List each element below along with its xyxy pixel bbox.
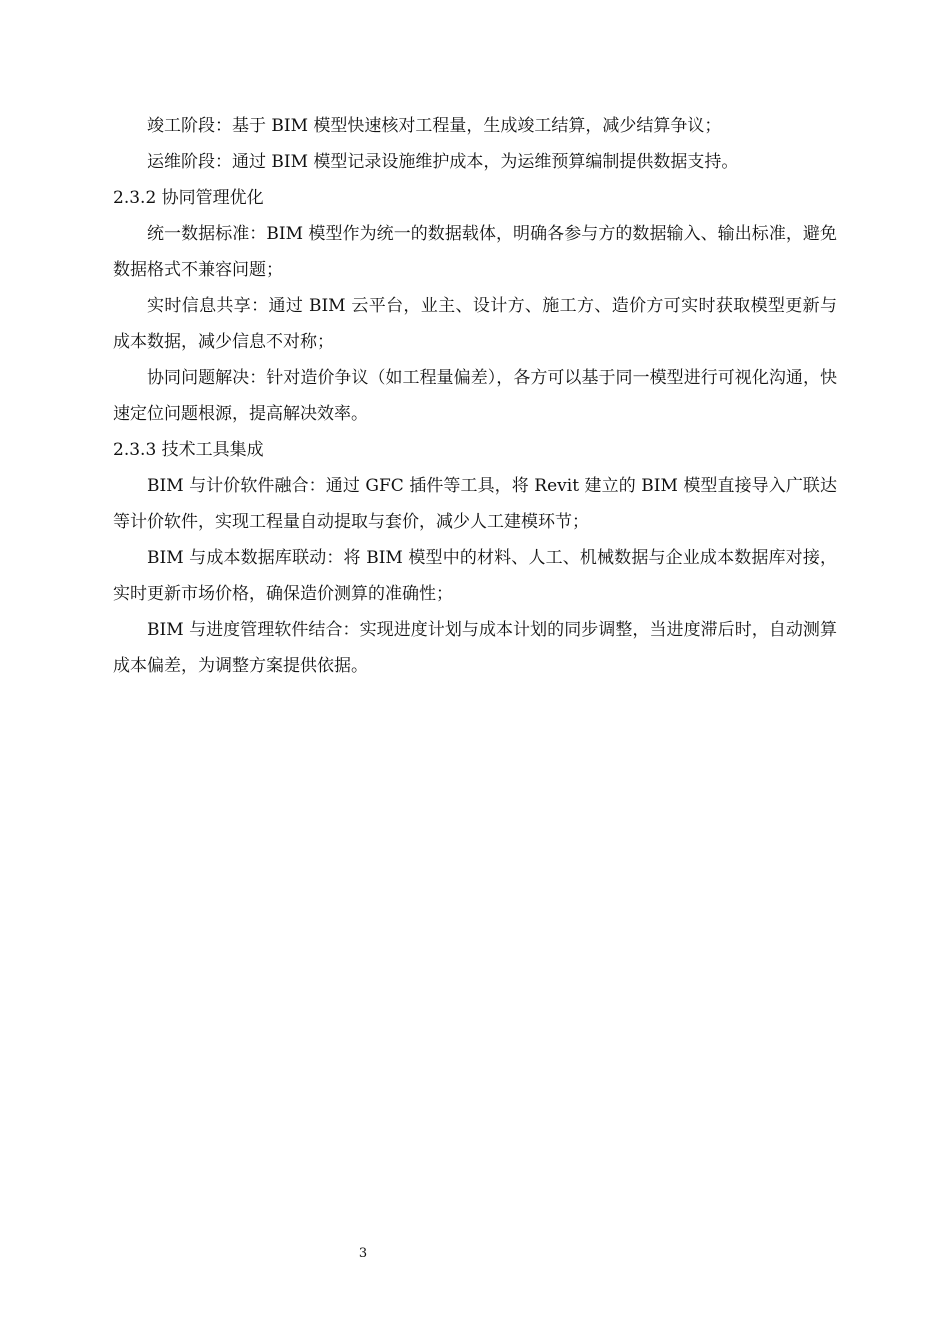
- paragraph-bim-pricing-software: BIM 与计价软件融合：通过 GFC 插件等工具，将 Revit 建立的 BIM 模型直接导入广联达等计价软件，实现工程量自动提取与套价，减少人工建模环节；: [113, 476, 837, 532]
- section-heading-2-3-2: 2.3.2 协同管理优化: [113, 188, 264, 208]
- paragraph-realtime-info-sharing: 实时信息共享：通过 BIM 云平台，业主、设计方、施工方、造价方可实时获取模型更新与成本数据，减少信息不对称；: [113, 296, 837, 352]
- paragraph-completion-stage: 竣工阶段：基于 BIM 模型快速核对工程量，生成竣工结算，减少结算争议；: [147, 116, 722, 136]
- paragraph-bim-schedule-software: BIM 与进度管理软件结合：实现进度计划与成本计划的同步调整，当进度滞后时，自动测算成本偏差，为调整方案提供依据。: [113, 620, 837, 676]
- paragraph-unified-data-standard: 统一数据标准：BIM 模型作为统一的数据载体，明确各参与方的数据输入、输出标准，避免数据格式不兼容问题；: [113, 224, 837, 280]
- page-content: [113, 108, 837, 684]
- section-heading-2-3-3: 2.3.3 技术工具集成: [113, 440, 264, 460]
- paragraph-bim-cost-database: BIM 与成本数据库联动：将 BIM 模型中的材料、人工、机械数据与企业成本数据库对接，实时更新市场价格，确保造价测算的准确性；: [113, 548, 837, 604]
- page-number: 3: [358, 1246, 368, 1261]
- paragraph-collaborative-problem-solving: 协同问题解决：针对造价争议（如工程量偏差），各方可以基于同一模型进行可视化沟通，快速定位问题根源，提高解决效率。: [113, 368, 837, 424]
- paragraph-operation-stage: 运维阶段：通过 BIM 模型记录设施维护成本，为运维预算编制提供数据支持。: [147, 152, 739, 172]
